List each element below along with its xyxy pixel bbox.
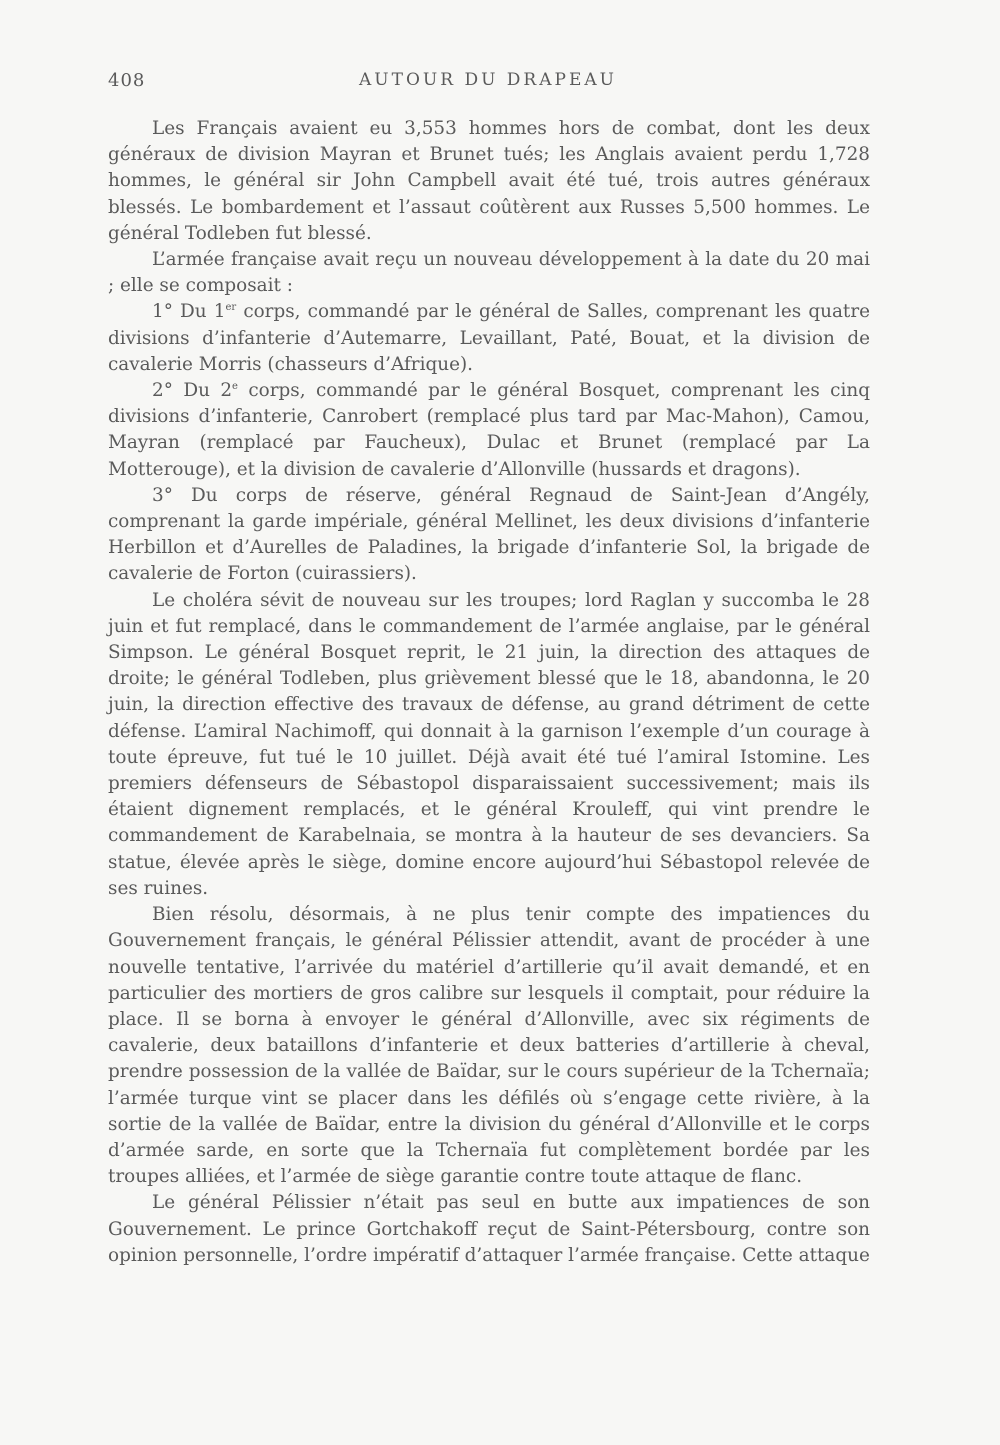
ordinal-suffix: e — [232, 381, 238, 393]
body-text — [108, 116, 870, 1269]
item-number: 1 — [152, 301, 164, 323]
degree-sign: ° — [163, 380, 173, 402]
degree-sign: ° — [163, 301, 173, 323]
item-lead: Du 2 — [183, 380, 233, 402]
ordinal-suffix: er — [225, 302, 237, 314]
paragraph: Le général Pélissier n’était pas seul en butte aux impatiences de son Gouvernement. Le prince Gortchakoff reçut de Saint-Pétersbourg, contre son opinion personnelle, l’ordre impératif d’attaquer l’armée française. Cette attaque — [108, 1192, 870, 1266]
page-number: 408 — [108, 70, 146, 91]
item-lead: Du 1 — [180, 301, 226, 323]
paragraph: Les Français avaient eu 3,553 hommes hors de combat, dont les deux généraux de division Mayran et Brunet tués; les Anglais avaient perdu 1,728 hommes, le général sir John Campbell avait été tué, trois autres généraux blessés. Le bombardement et l’assaut coûtèrent aux Russes 5,500 hommes. Le général Todleben fut blessé. — [108, 118, 870, 244]
list-item-corps-1 — [108, 299, 870, 378]
paragraph: L’armée française avait reçu un nouveau développement à la date du 20 mai ; elle se composait : — [108, 249, 870, 297]
paragraph: Le choléra sévit de nouveau sur les troupes; lord Raglan y succomba le 28 juin et fut remplacé, dans le commandement de l’armée anglaise, par le général Simpson. Le général Bosquet reprit, le 21 juin, la direction des attaques de droite; le général Todleben, plus grièvement blessé que le 18, abandonna, le 20 juin, la direction effective des travaux de défense, au grand détriment de cette défense. L’amiral Nachimoff, qui donnait à la garnison l’exemple d’un courage à toute épreuve, fut tué le 10 juillet. Déjà avait été tué l’amiral Istomine. Les premiers défenseurs de Sébastopol disparaissaient successivement; mais ils étaient dignement remplacés, et le général Krouleff, qui vint prendre le commandement de Karabelnaia, se montra à la hauteur de ses devanciers. Sa statue, élevée après le siège, domine encore aujourd’hui Sébastopol relevée de ses ruines. — [108, 589, 870, 899]
page-header — [108, 70, 868, 100]
running-title: AUTOUR DU DRAPEAU — [359, 70, 617, 90]
paragraph: Bien résolu, désormais, à ne plus tenir compte des impatiences du Gouvernement français, le général Pélissier attendit, avant de procéder à une nouvelle tentative, l’arrivée du matériel d’artillerie qu’il avait demandé, et en particulier des mortiers de gros calibre sur lesquels il comptait, pour réduire la place. Il se borna à envoyer le général d’Allonville, avec six régiments de cavalerie, deux bataillons d’infanterie et deux batteries d’artillerie à cheval, prendre possession de la vallée de Baïdar, sur le cours supérieur de la Tchernaïa; l’armée turque vint se placer dans les défilés où s’engage cette rivière, à la sortie de la vallée de Baïdar, entre la division du général d’Allonville et le corps d’armée sarde, en sorte que la Tchernaïa fut complètement bordée par les troupes alliées, et l’armée de siège garantie contre toute attaque de flanc. — [108, 904, 870, 1188]
item-text: corps, commandé par le général Bosquet, comprenant les cinq divisions d’infanterie, Canrobert (remplacé plus tard par Mac-Mahon), Camou, Mayran (remplacé par Faucheux), Dulac et Brunet (remplacé par La Motterouge), et la division de cavalerie d’Allonville (hussards et dragons). — [108, 380, 870, 480]
list-item-corps-2 — [108, 378, 870, 483]
item-number: 2 — [152, 380, 164, 402]
paragraph: 3° Du corps de réserve, général Regnaud de Saint-Jean d’Angély, comprenant la garde impériale, général Mellinet, les deux divisions d’infanterie Herbillon et d’Aurelles de Paladines, la brigade d’infanterie Sol, la brigade de cavalerie de Forton (cuirassiers). — [108, 484, 870, 585]
item-text: corps, commandé par le général de Salles, comprenant les quatre divisions d’infanterie d’Autemarre, Levaillant, Paté, Bouat, et la division de cavalerie Morris (chasseurs d’Afrique). — [108, 301, 870, 375]
